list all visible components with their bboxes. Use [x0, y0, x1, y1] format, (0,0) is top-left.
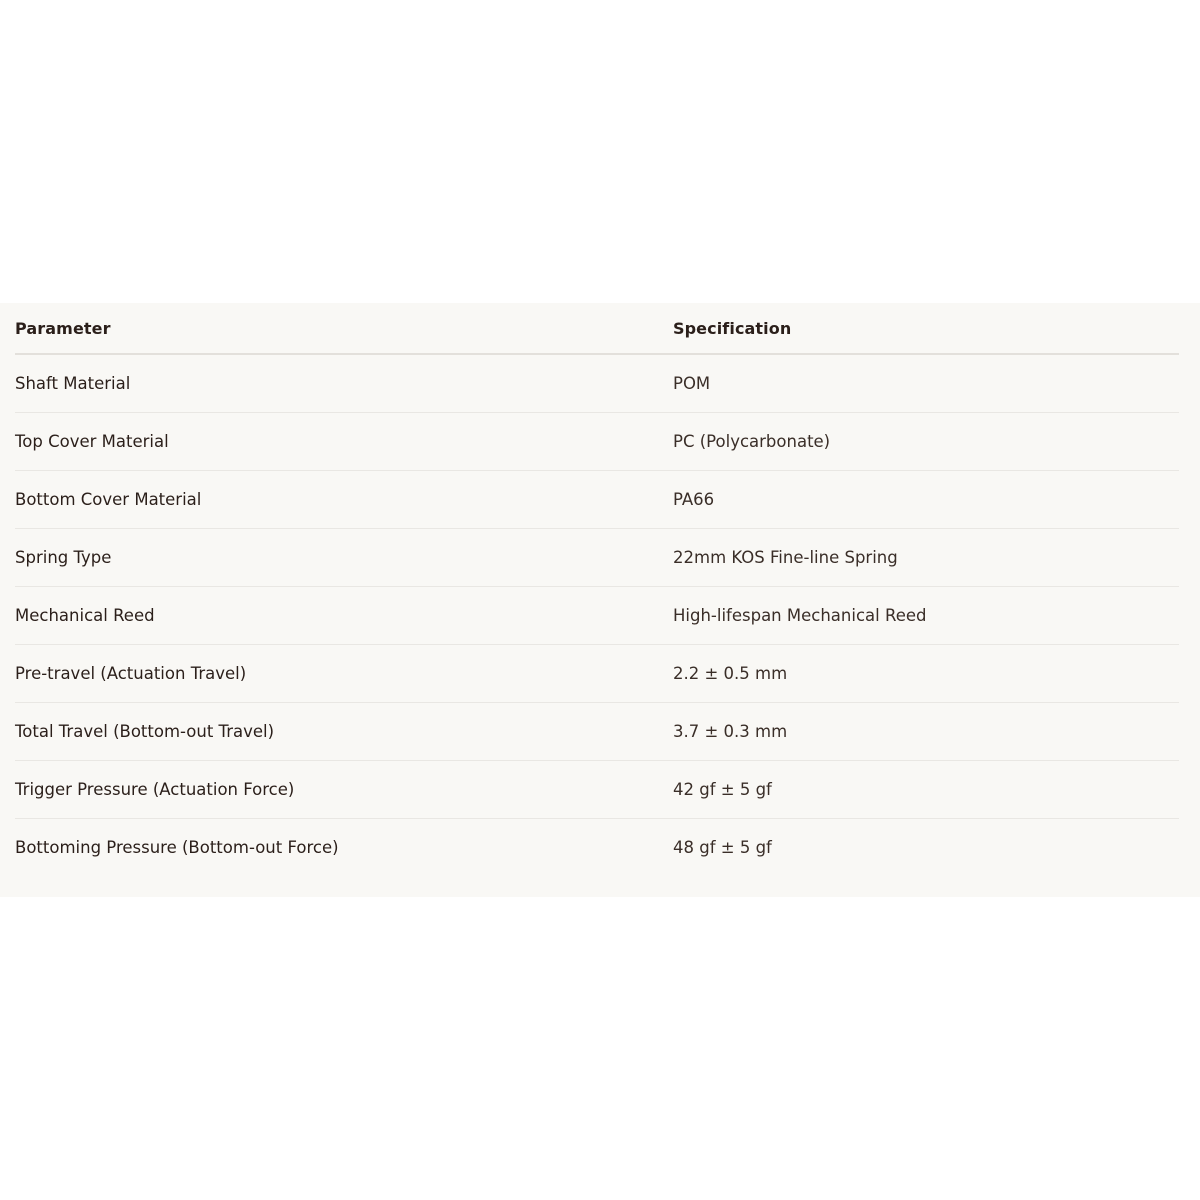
specification-cell: 2.2 ± 0.5 mm	[673, 645, 1179, 703]
specification-cell: 42 gf ± 5 gf	[673, 761, 1179, 819]
parameter-cell: Bottom Cover Material	[15, 471, 673, 529]
specification-cell: 22mm KOS Fine-line Spring	[673, 529, 1179, 587]
table-row	[15, 413, 1179, 471]
table-row	[15, 645, 1179, 703]
parameter-cell: Top Cover Material	[15, 413, 673, 471]
specification-cell: POM	[673, 354, 1179, 413]
parameter-cell: Pre-travel (Actuation Travel)	[15, 645, 673, 703]
parameter-cell: Total Travel (Bottom-out Travel)	[15, 703, 673, 761]
spec-table-panel	[0, 303, 1200, 897]
header-parameter: Parameter	[15, 303, 673, 354]
header-row	[15, 303, 1179, 354]
spec-table	[15, 303, 1179, 876]
table-row	[15, 529, 1179, 587]
parameter-cell: Trigger Pressure (Actuation Force)	[15, 761, 673, 819]
table-row	[15, 703, 1179, 761]
table-row	[15, 587, 1179, 645]
specification-cell: 3.7 ± 0.3 mm	[673, 703, 1179, 761]
specification-cell: High-lifespan Mechanical Reed	[673, 587, 1179, 645]
parameter-cell: Mechanical Reed	[15, 587, 673, 645]
specification-cell: 48 gf ± 5 gf	[673, 838, 772, 857]
specification-cell: PC (Polycarbonate)	[673, 413, 1179, 471]
table-row	[15, 761, 1179, 819]
spec-table-body	[15, 354, 1179, 876]
table-row	[15, 471, 1179, 529]
parameter-cell: Shaft Material	[15, 354, 673, 413]
table-row	[15, 819, 1179, 877]
header-specification: Specification	[673, 303, 1179, 354]
parameter-cell: Bottoming Pressure (Bottom-out Force)	[15, 838, 339, 857]
table-row	[15, 354, 1179, 413]
specification-cell: PA66	[673, 471, 1179, 529]
spec-table-header	[15, 303, 1179, 354]
parameter-cell: Spring Type	[15, 529, 673, 587]
